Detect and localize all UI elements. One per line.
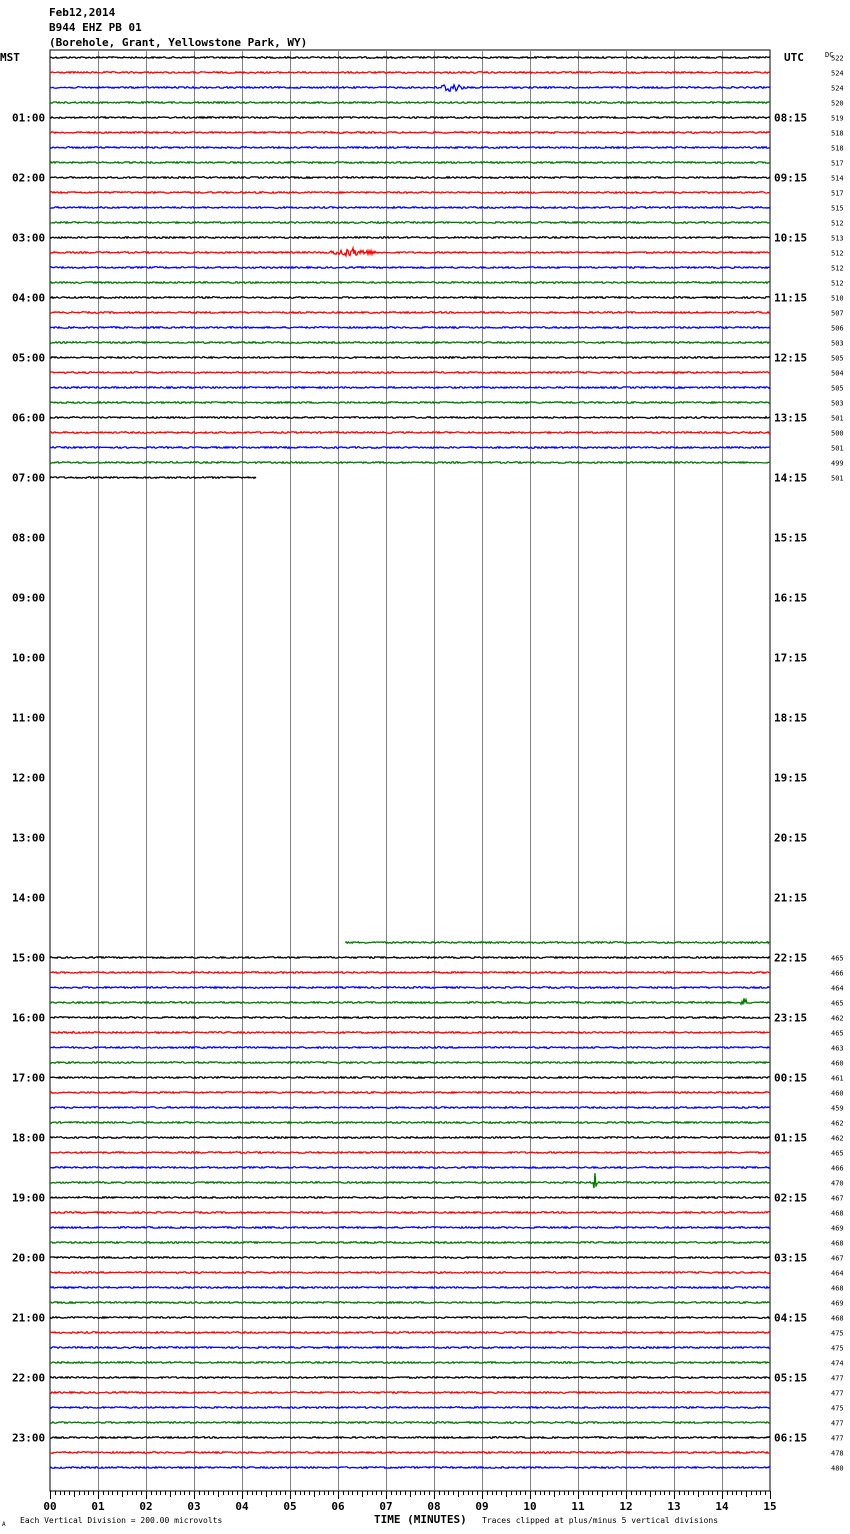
utc-hour-label: 12:15	[774, 351, 808, 365]
dc-offset-label: 501	[831, 414, 844, 423]
utc-hour-label: 13:15	[774, 411, 808, 425]
dc-offset-label: 474	[831, 1359, 844, 1368]
dc-offset-label: 462	[831, 1134, 844, 1143]
mst-hour-label: 14:00	[12, 891, 46, 905]
dc-column-label: DC	[825, 51, 834, 59]
mst-hour-label: 12:00	[12, 771, 46, 785]
seismic-trace	[50, 1347, 770, 1349]
seismic-trace	[50, 85, 770, 91]
seismic-trace	[50, 1152, 770, 1154]
dc-offset-label: 500	[831, 429, 844, 438]
utc-hour-label: 20:15	[774, 831, 808, 845]
dc-offset-label: 463	[831, 1044, 844, 1053]
dc-offset-label: 477	[831, 1374, 844, 1383]
seismic-trace	[50, 297, 770, 299]
dc-offset-label: 465	[831, 954, 844, 963]
dc-offset-label: 504	[831, 369, 844, 378]
seismic-trace	[50, 222, 770, 224]
dc-offset-label: 480	[831, 1464, 844, 1473]
mst-hour-label: 06:00	[12, 411, 46, 425]
dc-offset-label: 517	[831, 159, 844, 168]
utc-hour-label: 10:15	[774, 231, 808, 245]
dc-offset-label: 462	[831, 1119, 844, 1128]
x-tick-label: 09	[475, 1500, 489, 1513]
dc-offset-label: 512	[831, 264, 844, 273]
dc-offset-label: 467	[831, 1194, 844, 1203]
x-tick-label: 05	[283, 1500, 297, 1513]
footer-mark: A	[2, 1521, 6, 1528]
x-tick-label: 12	[619, 1500, 633, 1513]
mst-hour-label: 02:00	[12, 171, 46, 185]
dc-offset-label: 501	[831, 474, 844, 483]
mst-hour-label: 03:00	[12, 231, 46, 245]
utc-hour-label: 00:15	[774, 1071, 808, 1085]
seismic-trace	[50, 1272, 770, 1274]
dc-offset-label: 475	[831, 1404, 844, 1413]
dc-offset-label: 477	[831, 1419, 844, 1428]
seismic-trace	[50, 1017, 770, 1019]
dc-offset-label: 466	[831, 1164, 844, 1173]
seismic-trace	[50, 987, 770, 989]
dc-offset-label: 512	[831, 249, 844, 258]
dc-offset-label: 464	[831, 984, 844, 993]
dc-offset-label: 465	[831, 1029, 844, 1038]
dc-offset-label: 460	[831, 1059, 844, 1068]
x-tick-label: 01	[91, 1500, 105, 1513]
dc-offset-label: 518	[831, 129, 844, 138]
seismic-trace	[50, 177, 770, 179]
x-tick-label: 15	[763, 1500, 777, 1513]
seismic-trace	[50, 1137, 770, 1139]
seismic-trace	[50, 1437, 770, 1439]
dc-offset-label: 467	[831, 1254, 844, 1263]
seismic-trace	[50, 972, 770, 974]
dc-offset-label: 468	[831, 1209, 844, 1218]
seismic-trace	[50, 1173, 770, 1188]
seismic-trace	[50, 462, 770, 464]
utc-hour-label: 04:15	[774, 1311, 808, 1325]
utc-hour-label: 22:15	[774, 951, 808, 965]
dc-offset-label: 505	[831, 354, 844, 363]
x-tick-label: 14	[715, 1500, 729, 1513]
dc-offset-label: 519	[831, 114, 844, 123]
hour-labels	[12, 112, 807, 1445]
seismic-trace	[50, 1407, 770, 1409]
seismic-trace	[50, 1332, 770, 1334]
dc-offset-label: 524	[831, 69, 844, 78]
x-tick-label: 10	[523, 1500, 537, 1513]
utc-hour-label: 14:15	[774, 471, 808, 485]
seismic-trace	[50, 1032, 770, 1034]
dc-offset-label: 499	[831, 459, 844, 468]
utc-hour-label: 15:15	[774, 531, 808, 545]
seismic-trace	[50, 237, 770, 239]
utc-hour-label: 08:15	[774, 111, 808, 125]
plot-footer	[2, 1513, 718, 1528]
mst-hour-label: 10:00	[12, 651, 46, 665]
utc-hour-label: 09:15	[774, 171, 808, 185]
x-tick-label: 06	[331, 1500, 345, 1513]
seismic-trace	[50, 1467, 770, 1469]
seismic-trace	[50, 1392, 770, 1394]
plot-frame	[50, 50, 770, 1491]
seismic-trace	[50, 1212, 770, 1214]
mst-hour-label: 22:00	[12, 1371, 46, 1385]
dc-offset-label: 469	[831, 1224, 844, 1233]
seismic-trace	[50, 248, 770, 256]
dc-offset-label: 475	[831, 1329, 844, 1338]
dc-offset-label: 507	[831, 309, 844, 318]
seismic-trace	[50, 282, 770, 284]
seismic-trace	[50, 1317, 770, 1319]
seismic-trace	[50, 1242, 770, 1244]
mst-hour-label: 18:00	[12, 1131, 46, 1145]
seismic-trace	[50, 1227, 770, 1229]
mst-hour-label: 21:00	[12, 1311, 46, 1325]
dc-offset-label: 512	[831, 219, 844, 228]
seismic-trace	[50, 1287, 770, 1289]
right-timezone-label: UTC	[784, 51, 804, 64]
plot-station: B944 EHZ PB 01	[49, 21, 142, 34]
mst-hour-label: 08:00	[12, 531, 46, 545]
x-tick-label: 00	[43, 1500, 57, 1513]
x-tick-label: 02	[139, 1500, 153, 1513]
dc-offset-label: 513	[831, 234, 844, 243]
dc-offset-label: 477	[831, 1434, 844, 1443]
time-axis	[43, 1491, 776, 1513]
seismic-trace	[50, 207, 770, 209]
dc-offset-label: 470	[831, 1179, 844, 1188]
x-tick-label: 13	[667, 1500, 681, 1513]
dc-offset-label: 522	[831, 54, 844, 63]
dc-offset-label: 468	[831, 1239, 844, 1248]
seismic-trace	[50, 342, 770, 344]
seismic-trace	[50, 1122, 770, 1124]
seismic-trace	[345, 942, 769, 944]
dc-offset-label: 518	[831, 144, 844, 153]
seismic-trace	[50, 147, 770, 149]
seismic-trace	[50, 327, 770, 329]
vertical-division-note: Each Vertical Division = 200.00 microvolts	[20, 1516, 223, 1525]
mst-hour-label: 11:00	[12, 711, 46, 725]
seismic-trace	[50, 1062, 770, 1064]
seismic-trace	[50, 387, 770, 389]
plot-date: Feb12,2014	[49, 6, 116, 19]
utc-hour-label: 03:15	[774, 1251, 808, 1265]
dc-offset-label: 464	[831, 1269, 844, 1278]
dc-offset-label: 466	[831, 969, 844, 978]
seismic-trace	[50, 447, 770, 449]
mst-hour-label: 19:00	[12, 1191, 46, 1205]
seismic-trace	[50, 132, 770, 134]
dc-offset-label: 465	[831, 999, 844, 1008]
seismic-trace	[50, 1362, 770, 1364]
seismic-trace	[50, 1047, 770, 1049]
mst-hour-label: 09:00	[12, 591, 46, 605]
dc-offset-label: 524	[831, 84, 844, 93]
seismic-trace	[50, 357, 770, 359]
utc-hour-label: 21:15	[774, 891, 808, 905]
dc-offset-label: 503	[831, 339, 844, 348]
x-tick-label: 04	[235, 1500, 249, 1513]
seismic-trace	[50, 162, 770, 164]
seismic-trace	[50, 1377, 770, 1379]
seismic-trace	[50, 312, 770, 314]
seismic-trace	[50, 1107, 770, 1109]
utc-hour-label: 23:15	[774, 1011, 808, 1025]
left-timezone-label: MST	[0, 51, 20, 64]
dc-offset-label: 468	[831, 1314, 844, 1323]
seismic-trace	[50, 102, 770, 104]
seismic-trace	[50, 402, 770, 404]
seismic-trace	[50, 1302, 770, 1304]
seismic-trace	[50, 72, 770, 74]
seismic-trace	[50, 998, 770, 1004]
dc-offset-label: 514	[831, 174, 844, 183]
dc-offset-labels	[831, 55, 844, 1473]
mst-hour-label: 05:00	[12, 351, 46, 365]
x-axis-title: TIME (MINUTES)	[374, 1513, 467, 1526]
x-tick-label: 07	[379, 1500, 393, 1513]
dc-offset-label: 465	[831, 1149, 844, 1158]
mst-hour-label: 04:00	[12, 291, 46, 305]
plot-header	[0, 6, 833, 64]
mst-hour-label: 17:00	[12, 1071, 46, 1085]
seismic-trace	[50, 1452, 770, 1454]
dc-offset-label: 477	[831, 1389, 844, 1398]
seismic-trace	[50, 372, 770, 374]
dc-offset-label: 462	[831, 1014, 844, 1023]
utc-hour-label: 02:15	[774, 1191, 808, 1205]
seismic-trace	[50, 1422, 770, 1424]
dc-offset-label: 515	[831, 204, 844, 213]
mst-hour-label: 07:00	[12, 471, 46, 485]
dc-offset-label: 506	[831, 324, 844, 333]
mst-hour-label: 16:00	[12, 1011, 46, 1025]
mst-hour-label: 15:00	[12, 951, 46, 965]
utc-hour-label: 18:15	[774, 711, 808, 725]
seismic-trace	[50, 432, 770, 434]
seismic-trace	[50, 1257, 770, 1259]
seismic-trace	[50, 1197, 770, 1199]
x-tick-label: 03	[187, 1500, 201, 1513]
utc-hour-label: 17:15	[774, 651, 808, 665]
dc-offset-label: 510	[831, 294, 844, 303]
dc-offset-label: 505	[831, 384, 844, 393]
seismic-trace	[50, 1092, 770, 1094]
dc-offset-label: 503	[831, 399, 844, 408]
utc-hour-label: 05:15	[774, 1371, 808, 1385]
utc-hour-label: 11:15	[774, 291, 808, 305]
x-tick-label: 08	[427, 1500, 441, 1513]
seismic-trace	[50, 477, 256, 479]
dc-offset-label: 460	[831, 1089, 844, 1098]
seismic-trace	[50, 117, 770, 119]
utc-hour-label: 19:15	[774, 771, 808, 785]
clipping-note: Traces clipped at plus/minus 5 vertical divisions	[482, 1516, 719, 1525]
dc-offset-label: 459	[831, 1104, 844, 1113]
dc-offset-label: 517	[831, 189, 844, 198]
dc-offset-label: 469	[831, 1299, 844, 1308]
trace-rows	[50, 57, 770, 1469]
dc-offset-label: 520	[831, 99, 844, 108]
seismic-trace	[50, 192, 770, 194]
mst-hour-label: 23:00	[12, 1431, 46, 1445]
plot-location: (Borehole, Grant, Yellowstone Park, WY)	[49, 36, 308, 49]
mst-hour-label: 01:00	[12, 111, 46, 125]
mst-hour-label: 20:00	[12, 1251, 46, 1265]
dc-offset-label: 475	[831, 1344, 844, 1353]
dc-offset-label: 478	[831, 1449, 844, 1458]
dc-offset-label: 512	[831, 279, 844, 288]
seismic-trace	[50, 957, 770, 959]
utc-hour-label: 06:15	[774, 1431, 808, 1445]
utc-hour-label: 16:15	[774, 591, 808, 605]
seismic-trace	[50, 417, 770, 419]
dc-offset-label: 468	[831, 1284, 844, 1293]
dc-offset-label: 461	[831, 1074, 844, 1083]
x-tick-label: 11	[571, 1500, 585, 1513]
dc-offset-label: 501	[831, 444, 844, 453]
seismic-trace	[50, 1077, 770, 1079]
minute-grid	[50, 50, 770, 1491]
seismic-trace	[50, 57, 770, 59]
seismic-trace	[50, 1167, 770, 1169]
seismic-trace	[50, 267, 770, 269]
mst-hour-label: 13:00	[12, 831, 46, 845]
utc-hour-label: 01:15	[774, 1131, 808, 1145]
